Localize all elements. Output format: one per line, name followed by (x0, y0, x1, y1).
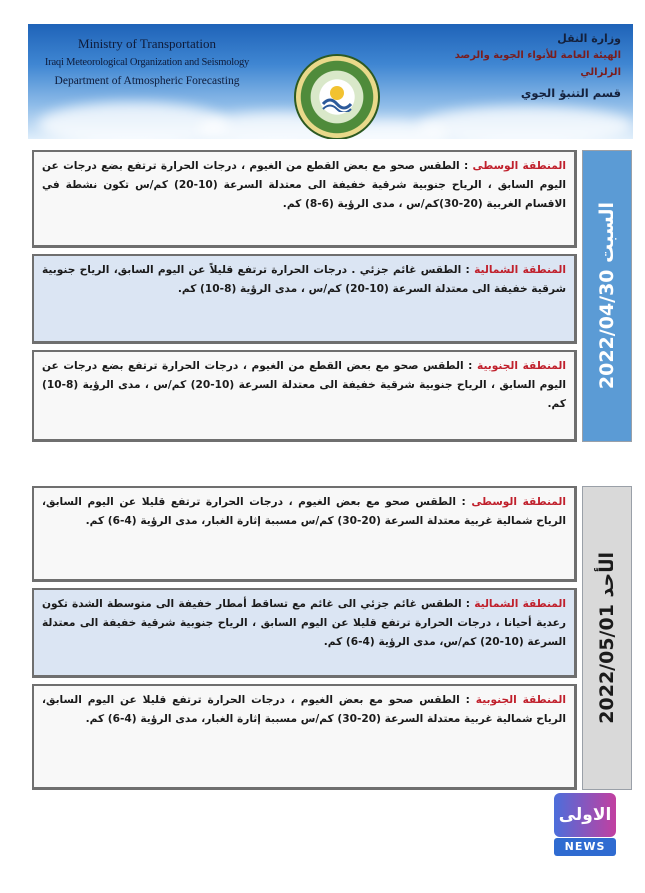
watermark-brand: الاولى (554, 793, 616, 837)
day-name: الأحد (596, 552, 618, 598)
department-name-en: Department of Atmospheric Forecasting (54, 75, 240, 87)
forecast-text: : الطقس صحو مع بعض الغيوم ، درجات الحرارة ترتفع قليلا عن اليوم السابق، الرياح شمالية غربية معتدلة السرعة (20-30) كم/س مسببة إثارة الغبار، مدى الرؤية (4-6) كم. (42, 496, 566, 527)
forecast-text: : الطقس صحو مع بعض القطع من الغيوم ، درجات الحرارة ترتفع بضع درجات عن اليوم السابق ، الرياح جنوبية شرقية خفيفة الى معتدلة السرعة (10-20) كم/س تكون نشطة في الاقسام الغربية (20-30)كم/س ، مدى الرؤية (6-8) كم. (42, 160, 567, 210)
header-banner (28, 24, 633, 139)
watermark-tag: NEWS (554, 838, 616, 856)
region-forecast-central (32, 150, 577, 248)
ministry-name-ar: وزارة النقل (557, 32, 621, 45)
region-name: المنطقة الوسطى (472, 160, 566, 172)
day-name: السبت (596, 202, 618, 264)
forecast-text: : الطقس غائم جزئي الى غائم مع تساقط أمطار خفيفة الى متوسطة الشدة تكون رعدية أحيانا ، درجات الحرارة ترتفع قليلا عن اليوم السابق ، الرياح جنوبية شرقية خفيفة الى معتدلة السرعة (10-20) كم/س، مدى الرؤية (4-6) كم. (42, 598, 566, 648)
forecast-text: : الطقس صحو مع بعض الغيوم ، درجات الحرارة ترتفع قليلا عن اليوم السابق، الرياح شمالية غربية معتدلة السرعة (20-30) كم/س مسببة إثارة الغبار، مدى الرؤية (4-6) كم. (42, 694, 566, 725)
organization-name-ar: الهيئة العامة للأنواء الجوية والرصد الزلزالي (454, 50, 621, 78)
news-watermark-logo (548, 791, 620, 863)
region-forecast-central (32, 486, 577, 582)
date-value: 2022/05/01 (596, 604, 618, 724)
header-arabic (441, 30, 621, 105)
ministry-name-en: Ministry of Transportation (78, 36, 216, 51)
region-forecast-north (32, 588, 577, 678)
region-name: المنطقة الشمالية (474, 598, 566, 610)
date-value: 2022/04/30 (596, 269, 618, 390)
department-name-ar: قسم التنبؤ الجوي (520, 86, 621, 100)
region-forecast-north (32, 254, 577, 344)
region-forecast-south (32, 350, 577, 442)
date-label (582, 486, 632, 790)
forecast-text: : الطقس صحو مع بعض القطع من الغيوم ، درجات الحرارة ترتفع بضع درجات عن اليوم السابق ، الرياح جنوبية شرقية خفيفة الى معتدلة السرعة (10-20) كم/س ، مدى الرؤية (8-10) كم. (42, 360, 567, 410)
region-name: المنطقة الجنوبية (477, 360, 566, 372)
day-section-2 (32, 486, 632, 790)
header-english (42, 34, 252, 91)
region-name: المنطقة الجنوبية (475, 694, 566, 706)
region-forecast-south (32, 684, 577, 790)
region-name: المنطقة الشمالية (474, 264, 566, 276)
organization-name-en: Iraqi Meteorological Organization and Seismology (44, 57, 250, 68)
forecast-text: : الطقس غائم جزئي . درجات الحرارة ترتفع قليلاً عن اليوم السابق، الرياح جنوبية شرقية خفيفة الى معتدلة السرعة (10-20) كم/س ، مدى الرؤية (8-10) كم. (42, 264, 566, 295)
day-section-1 (32, 150, 632, 442)
region-name: المنطقة الوسطى (471, 496, 566, 508)
date-label (582, 150, 632, 442)
meteorology-emblem-icon (294, 54, 380, 139)
